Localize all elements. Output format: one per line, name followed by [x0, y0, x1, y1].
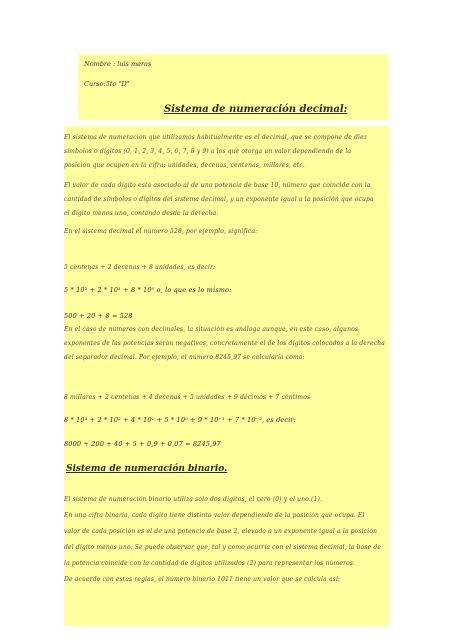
binary-p2-line4: la potencia coincide con la cantidad de dígitos utilizados (2) para representar los números.: [64, 560, 356, 567]
binary-p1: El sistema de numeración binario utiliza sólo dos dígitos, el cero (0) y el uno (1).: [64, 496, 322, 503]
student-name: Nombre : luis meras: [84, 60, 152, 68]
header-box: [78, 54, 388, 120]
example1-formula: 5 * 10² + 2 * 10¹ + 8 * 10⁰ o, lo que es lo mismo:: [64, 286, 232, 294]
decimal-p4-line3: del separador decimal. Por ejemplo, el número 8245,97 se calcularía como:: [64, 354, 305, 361]
binary-p2-line5: De acuerdo con estas reglas, el número binario 1011 tiene un valor que se calcula así:: [64, 576, 341, 583]
decimal-p1-line2: símbolos o dígitos (0, 1, 2, 3, 4, 5, 6, 7, 8 y 9) a los que otorga un valor dependiendo de la: [64, 148, 352, 155]
binary-p2-line1: En una cifra binaria, cada dígito tiene distinto valor dependiendo de la posición que ocupa. El: [64, 512, 365, 519]
example2-sum: 8000 + 200 + 40 + 5 + 0,9 + 0,07 = 8245,97: [64, 440, 221, 448]
binary-p2-line2: valor de cada posición es el de una potencia de base 2, elevada a un exponente igual a la posición: [64, 528, 378, 535]
example2-formula: 8 * 10³ + 2 * 10² + 4 * 10¹ + 5 * 10⁰ + 9 * 10⁻¹ + 7 * 10⁻², es decir:: [64, 416, 297, 424]
decimal-p3: En el sistema decimal el número 528, por ejemplo, significa:: [64, 228, 258, 235]
decimal-p2-line1: El valor de cada dígito está asociado al de una potencia de base 10, número que coincide con la: [64, 182, 371, 189]
body-box: [64, 126, 389, 626]
example1-sum: 500 + 20 + 8 = 528: [64, 312, 133, 320]
decimal-p2-line3: el dígito menos uno, contando desde la derecha.: [64, 210, 219, 217]
section-title-binary: Sistema de numeración binario.: [66, 464, 228, 474]
decimal-p2-line2: cantidad de símbolos o dígitos del sistema decimal, y un exponente igual a la posición que ocupa: [64, 196, 374, 203]
student-course: Curso:5to "D": [84, 80, 130, 88]
section-title-decimal: Sistema de numeración decimal:: [164, 104, 348, 115]
decimal-p1-line3: posición que ocupen en la cifra: unidades, decenas, centenas, millares, etc.: [64, 162, 305, 169]
binary-p2-line3: del dígito menos uno. Se puede observar que, tal y como ocurría con el sistema decimal, la base de: [64, 544, 382, 551]
example2-words: 8 millares + 2 centenas + 4 decenas + 5 unidades + 9 décimos + 7 céntimos: [64, 394, 311, 401]
example1-words: 5 centenas + 2 decenas + 8 unidades, es decir:: [64, 264, 216, 271]
decimal-p4-line1: En el caso de números con decimales, la situación es análoga aunque, en este caso, algunos: [64, 326, 359, 333]
decimal-p4-line2: exponentes de las potencias serán negativos, concretamente el de los dígitos colocados a la derecha: [64, 340, 385, 347]
decimal-p1-line1: El sistema de numeración que utilizamos habitualmente es el decimal, que se compone de diez: [64, 134, 368, 141]
